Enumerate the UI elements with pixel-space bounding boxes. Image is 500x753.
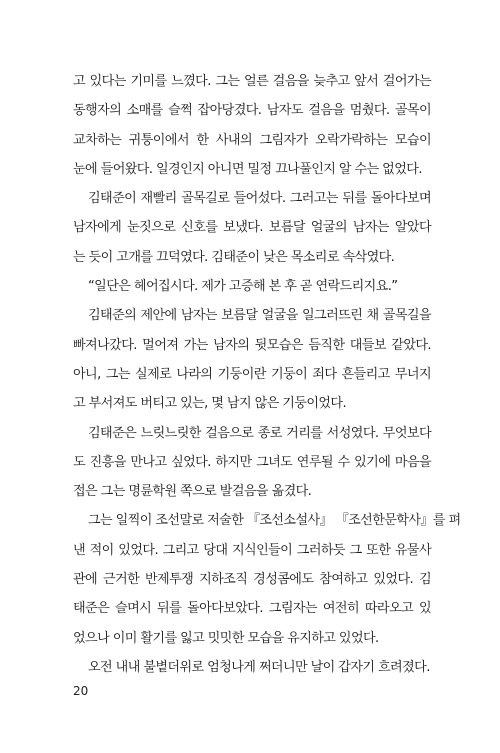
text-line: 김태준이 재빨리 골목길로 들어섰다. 그러고는 뒤를 돌아다보며 <box>88 191 431 207</box>
text-line: 고 부서져도 버티고 있는, 몇 남지 않은 기둥이었다. <box>73 396 347 412</box>
text-line: 동행자의 소매를 슬쩍 잡아당겼다. 남자도 걸음을 멈췄다. 골목이 <box>73 103 431 119</box>
text-line: 아니, 그는 실제로 나라의 기둥이란 기둥이 죄다 흔들리고 무너지 <box>73 366 431 382</box>
body-text <box>73 67 461 682</box>
text-line: 빠져나갔다. 멀어져 가는 남자의 뒷모습은 듬직한 대들보 같았다. <box>73 337 431 353</box>
text-line: 낸 적이 있었다. 그리고 당대 지식인들이 그러하듯 그 또한 유물사 <box>73 542 431 558</box>
text-line: 교차하는 귀퉁이에서 한 사내의 그림자가 오락가락하는 모습이 <box>73 132 431 148</box>
text-line: 눈에 들어왔다. 일경인지 아니면 밀정 끄나풀인지 알 수는 없었다. <box>73 161 422 177</box>
text-line: 오전 내내 불볕더위로 엄청나게 쩌더니만 날이 갑자기 흐려졌다. <box>88 659 430 675</box>
text-line: 그는 일찍이 조선말로 저술한 『조선소설사』 『조선한문학사』를 펴 <box>88 513 461 529</box>
page-number: 20 <box>73 684 89 698</box>
text-line: 김태준은 느릿느릿한 걸음으로 종로 거리를 서성였다. 무엇보다 <box>88 425 431 441</box>
text-line: 었으나 이미 활기를 잃고 밋밋한 모습을 유지하고 있었다. <box>73 630 379 646</box>
text-line: 김태준의 제안에 남자는 보름달 얼굴을 일그러뜨린 채 골목길을 <box>88 308 431 324</box>
text-line: 고 있다는 기미를 느꼈다. 그는 얼른 걸음을 늦추고 앞서 걸어가는 <box>73 74 431 89</box>
text-line: 는 듯이 고개를 끄덕였다. 김태준이 낮은 목소리로 속삭였다. <box>73 249 395 265</box>
text-line: 도 진흥을 만나고 싶었다. 하지만 그녀도 연루될 수 있기에 마음을 <box>73 454 431 470</box>
text-line: 접은 그는 명륜학원 쪽으로 발걸음을 옮겼다. <box>73 484 312 500</box>
text-line: 남자에게 눈짓으로 신호를 보냈다. 보름달 얼굴의 남자는 알았다 <box>73 220 431 236</box>
dialogue-line: “일단은 헤어집시다. 제가 고증해 본 후 곧 연락드리지요.” <box>88 279 398 295</box>
text-line: 태준은 슬며시 뒤를 돌아다보았다. 그림자는 여전히 따라오고 있 <box>73 601 431 617</box>
text-line: 관에 근거한 반제투쟁 지하조직 경성콤에도 참여하고 있었다. 김 <box>73 572 431 588</box>
